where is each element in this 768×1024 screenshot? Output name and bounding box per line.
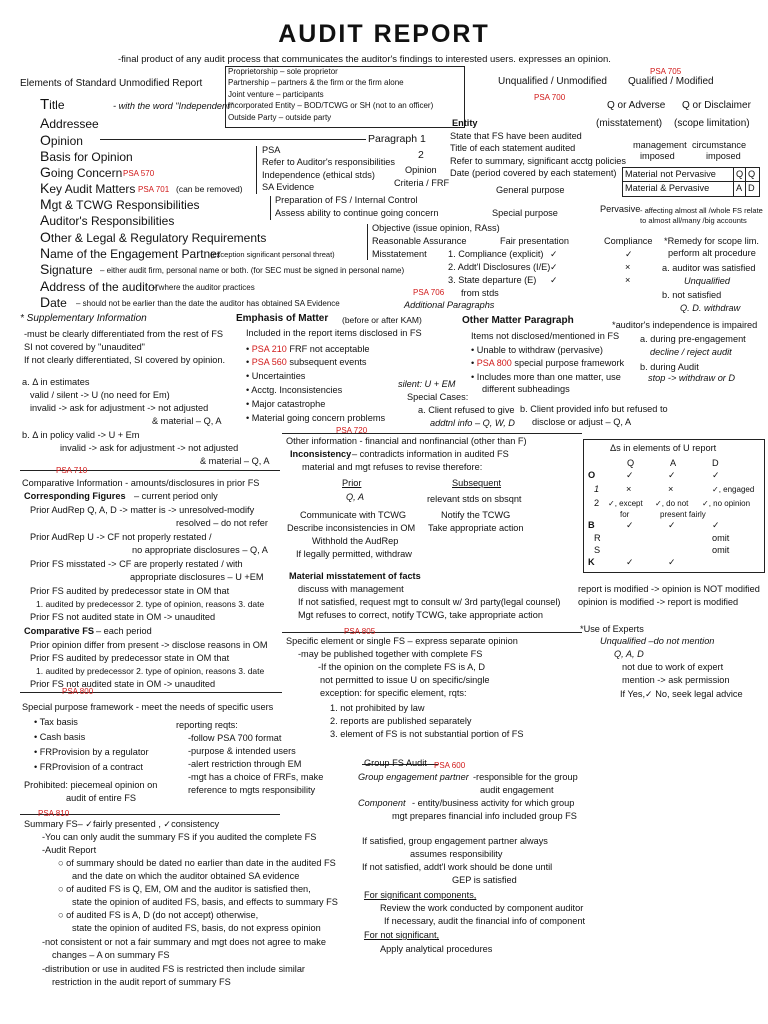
om-item: • Unable to withdraw (pervasive): [471, 345, 603, 355]
fair-presentation-label: Fair presentation: [500, 236, 569, 246]
psa600-line: - entity/business activity for which group: [412, 798, 575, 808]
psa-805-label: PSA 805: [344, 627, 376, 636]
psa710-line: Prior AudRep U -> CF not properly restated /: [30, 532, 212, 542]
p2-item: Independence (ethical stds): [262, 170, 375, 180]
p2-item: PSA: [262, 145, 281, 155]
element-item: Other & Legal & Regulatory Requirements: [40, 229, 267, 245]
matrix-cell: ✓: [668, 520, 676, 530]
remedy-line: a. auditor was satisfied: [662, 263, 756, 273]
mmf-line: If not satisfied, request mgt to consult w/ 3rd party(legal counsel): [298, 597, 561, 607]
matrix-cell: present fairly: [660, 510, 706, 519]
emphasis-note: (before or after KAM): [342, 315, 422, 325]
bracket-line: [256, 146, 257, 194]
fc-fair: ✓: [550, 262, 558, 272]
matrix-row-label: R: [594, 533, 601, 543]
emphasis-item: • PSA 210 FRF not acceptable: [246, 344, 370, 354]
matrix-cell: ✓, do not: [655, 499, 689, 508]
intro-text: -final product of any audit process that communicates the auditor's findings to interested users. expresses an opinion.: [118, 54, 611, 65]
remedy-line: *Remedy for scope lim.: [664, 236, 759, 246]
mmf-line: discuss with management: [298, 584, 404, 594]
psa710-line: Prior AudRep Q, A, D -> matter is -> unresolved-modify: [30, 505, 255, 515]
independence-heading: *auditor's independence is impaired: [612, 320, 758, 330]
circ-imposed: circumstance: [692, 140, 747, 150]
mgt-resp: Preparation of FS / Internal Control: [275, 195, 418, 205]
psa805-line: 3. element of FS is not substantial portion of FS: [330, 729, 524, 739]
psa805-line: exception: for specific element, rqts:: [320, 688, 467, 698]
psa720-line: – contradicts information in audited FS: [352, 449, 509, 459]
auditor-resp: Objective (issue opinion, RAss): [372, 223, 500, 233]
matrix-row-label: O: [588, 470, 596, 480]
psa800-heading: Special purpose framework - meet the needs of specific users: [22, 702, 274, 712]
psa810-line: ○ of audited FS is A, D (do not accept) otherwise,: [58, 910, 259, 920]
supp-line: SI not covered by "unaudited": [24, 342, 145, 352]
psa720-line: material and mgt refuses to revise therefore:: [302, 462, 483, 472]
psa600-line: For significant components,: [364, 890, 477, 900]
psa805-line: -may be published together with complete FS: [298, 649, 483, 659]
element-note: – either audit firm, personal name or both. (for SEC must be signed in personal name): [100, 266, 405, 275]
psa600-line: Component: [358, 798, 406, 808]
entity-type: Incorporated Entity – BOD/TCWG or SH (not to an officer): [228, 101, 434, 110]
matrix-col: A: [670, 458, 677, 468]
matrix-row-label: K: [588, 557, 595, 567]
remedy-line: perform alt procedure: [668, 248, 756, 258]
pervasive-note: - affecting almost all /whole FS relate to almost all/many /big accounts: [640, 206, 763, 225]
element-item: Date: [40, 294, 67, 310]
element-item: Mgt & TCWG Responsibilities: [40, 196, 200, 212]
mmf-heading: Material misstatement of facts: [289, 571, 421, 581]
additional-paragraphs: Additional Paragraphs: [404, 300, 495, 310]
pervasive-label: Pervasive: [600, 204, 641, 214]
psa600-line: Apply analytical procedures: [380, 944, 493, 954]
psa-570-label: PSA 570: [123, 169, 155, 178]
remedy-line: b. not satisfied: [662, 290, 722, 300]
element-note: (exception significant personal threat): [210, 250, 335, 259]
psa710-line: Prior FS not audited state in OM -> unaudited: [30, 612, 216, 622]
supp-line: valid / silent -> U (no need for Em): [30, 390, 170, 400]
element-item: Name of the Engagement Partner: [40, 245, 221, 261]
psa800-prohibited: audit of entire FS: [66, 793, 136, 803]
psa600-line: assumes responsibility: [410, 849, 503, 859]
matrix-cell: ×: [668, 484, 674, 494]
circ-imposed: imposed: [706, 151, 741, 161]
psa600-line: GEP is satisfied: [452, 875, 517, 885]
psa710-line: Prior FS not audited state in OM -> unaudited: [30, 679, 216, 689]
element-note: - with the word "Independent": [113, 101, 233, 111]
psa600-line: If necessary, audit the financial info of component: [384, 916, 586, 926]
matrix-cell: ✓, no opinion: [702, 499, 751, 508]
scope-label: (scope limitation): [674, 118, 750, 129]
mnp-label: Material not Pervasive: [625, 169, 716, 179]
psa-701-label: PSA 701: [138, 185, 170, 194]
experts-line: If Yes,✓ No, seek legal advice: [620, 689, 743, 699]
other-matter-intro: Items not disclosed/mentioned in FS: [471, 331, 620, 341]
remedy-line: Q. D. withdraw: [680, 303, 741, 313]
experts-line: mention -> ask permission: [622, 675, 730, 685]
independence-line: decline / reject audit: [650, 347, 732, 357]
paragraph-2-num: 2: [418, 149, 424, 161]
fc-fair: ✓: [550, 249, 558, 259]
psa710-line: no appropriate disclosures – Q, A: [132, 545, 268, 555]
psa800-req: -follow PSA 700 format: [188, 733, 282, 743]
fc-comp: ×: [625, 275, 631, 285]
matrix-cell: ×: [626, 484, 632, 494]
mmf-line: Mgt refuses to correct, notify TCWG, take appropriate action: [298, 610, 543, 620]
psa710-line: Prior FS misstated -> CF are properly restated / with: [30, 559, 243, 569]
mp-right: D: [748, 183, 755, 193]
psa805-line: 2. reports are published separately: [330, 716, 472, 726]
psa710-line: Corresponding Figures: [24, 491, 126, 501]
psa-706-label: PSA 706: [413, 288, 445, 297]
misstatement-label: (misstatement): [596, 118, 663, 129]
emphasis-intro: Included in the report items disclosed in FS: [246, 328, 422, 338]
element-item: Basis for Opinion: [40, 148, 133, 164]
entity-type: Outside Party – outside party: [228, 113, 332, 122]
emphasis-heading: Emphasis of Matter: [236, 313, 329, 324]
independence-line: stop -> withdraw or D: [648, 373, 736, 383]
matrix-cell: for: [620, 510, 630, 519]
prior-line: Withhold the AudRep: [312, 536, 399, 546]
supp-line: -must be clearly differentiated from the rest of FS: [24, 329, 223, 339]
experts-line: Unqualified –do not mention: [600, 636, 715, 646]
matrix-cell: ✓: [626, 470, 634, 480]
psa800-req: -mgt has a choice of FRFs, make: [188, 772, 324, 782]
bracket-line: [270, 196, 271, 220]
entity-type: Joint venture – participants: [228, 90, 324, 99]
matrix-cell: ✓: [712, 470, 720, 480]
psa800-req-title: reporting reqts:: [176, 720, 238, 730]
case-b: b. Client provided info but refused to: [520, 404, 668, 414]
psa710-line: Prior FS audited by predecessor state in OM that: [30, 653, 230, 663]
psa805-line: Specific element or single FS – express separate opinion: [286, 636, 518, 646]
psa720-line: Inconsistency: [290, 449, 352, 459]
subs-line: relevant stds on sbsqnt: [427, 494, 522, 504]
psa800-req: -alert restriction through EM: [188, 759, 302, 769]
matrix-note: report is modified -> opinion is NOT modified: [578, 584, 760, 594]
psa710-line: – each period: [96, 626, 152, 636]
emphasis-item: • Major catastrophe: [246, 399, 326, 409]
entity-type: Proprietorship – sole proprietor: [228, 67, 338, 76]
experts-line: not due to work of expert: [622, 662, 724, 672]
mgt-resp: Assess ability to continue going concern: [275, 208, 439, 218]
silent-label: silent: U + EM: [398, 379, 456, 389]
element-item: Key Audit Matters: [40, 180, 136, 196]
om-different: different subheadings: [482, 384, 570, 394]
mgmt-imposed: management: [633, 140, 687, 150]
p1-item: Date (period covered by each statement): [450, 168, 617, 178]
psa810-line: restriction in the audit report of summary FS: [52, 977, 231, 987]
psa800-basis: • Tax basis: [34, 717, 78, 727]
prior-line: Communicate with TCWG: [300, 510, 407, 520]
element-item: Title: [40, 96, 65, 113]
emphasis-item: • Material going concern problems: [246, 413, 386, 423]
supp-line: If not clearly differentiated, SI covered by opinion.: [24, 355, 226, 365]
mnp-right: Q: [748, 169, 756, 179]
psa810-line: -distribution or use in audited FS is restricted then include similar: [42, 964, 305, 974]
matrix-col: Q: [627, 458, 635, 468]
psa805-line: 1. not prohibited by law: [330, 703, 425, 713]
psa805-line: not permitted to issue U on specific/single: [320, 675, 490, 685]
psa-700-label: PSA 700: [534, 93, 566, 102]
om-item: • PSA 800 special purpose framework: [471, 358, 625, 368]
qa-label: Q, A: [346, 492, 365, 502]
psa810-line: state the opinion of audited FS, basis, and effects to summary FS: [72, 897, 338, 907]
psa710-line: appropriate disclosures – U +EM: [130, 572, 264, 582]
p1-item: State that FS have been audited: [450, 131, 582, 141]
fc-comp: ×: [625, 262, 631, 272]
matrix-cell: ✓: [668, 557, 676, 567]
opinion-label: Opinion: [405, 165, 437, 175]
psa800-basis: • Cash basis: [34, 732, 86, 742]
psa-810-label: PSA 810: [38, 809, 70, 818]
matrix-cell: ✓, except: [608, 499, 643, 508]
element-item: Addressee: [40, 115, 99, 131]
supp-line: & material – Q, A: [200, 456, 270, 466]
psa710-line: Prior opinion differ from present -> disclose reasons in OM: [30, 640, 268, 650]
element-note: (can be removed): [176, 184, 243, 194]
psa-720-label: PSA 720: [336, 426, 368, 435]
psa810-line: Summary FS– ✓fairly presented , ✓consistency: [24, 819, 220, 829]
psa600-title: Group FS Audit: [364, 758, 427, 768]
p1-item: Entity: [452, 118, 478, 128]
matrix-title: Δs in elements of U report: [610, 443, 717, 453]
emphasis-item: • PSA 560 subsequent events: [246, 357, 367, 367]
psa710-line: resolved – do not refer: [176, 518, 268, 528]
p1-item: Title of each statement audited: [450, 143, 576, 153]
matrix-cell: ✓: [712, 520, 720, 530]
psa-800-label: PSA 800: [62, 687, 94, 696]
auditor-resp: Misstatement: [372, 249, 427, 259]
psa600-line: -responsible for the group: [473, 772, 578, 782]
prior-line: Describe inconsistencies in OM: [287, 523, 416, 533]
experts-line: Q, A, D: [614, 649, 644, 659]
compliance-label: Compliance: [604, 236, 653, 246]
fc-row: 1. Compliance (explicit): [448, 249, 544, 259]
q-disclaimer: Q or Disclaimer: [682, 100, 751, 111]
psa710-line: 1. audited by predecessor 2. type of opinion, reasons 3. date: [36, 599, 265, 609]
matrix-cell: omit: [712, 533, 730, 543]
fc-fair: ✓: [550, 275, 558, 285]
prior-line: If legally permitted, withdraw: [296, 549, 412, 559]
supp-heading: * Supplementary Information: [20, 313, 147, 324]
psa600-line: mgt prepares financial info included group FS: [392, 811, 577, 821]
psa805-line: -If the opinion on the complete FS is A, D: [318, 662, 485, 672]
matrix-cell: ✓: [668, 470, 676, 480]
psa800-prohibited: Prohibited: piecemeal opinion on: [24, 780, 158, 790]
grid-line: [622, 181, 759, 182]
psa810-line: and the date on which the auditor obtained SA evidence: [72, 871, 300, 881]
experts-heading: *Use of Experts: [580, 624, 644, 634]
supp-line: invalid -> ask for adjustment -> not adjusted: [60, 443, 239, 453]
matrix-cell: ✓, engaged: [712, 485, 755, 494]
psa800-basis: • FRProvision by a regulator: [34, 747, 149, 757]
psa810-line: -You can only audit the summary FS if you audited the complete FS: [42, 832, 317, 842]
divider: [20, 692, 282, 693]
psa710-line: 1. audited by predecessor 2. type of opinion, reasons 3. date: [36, 666, 265, 676]
mp-left: A: [736, 183, 743, 193]
matrix-row-label: B: [588, 520, 595, 530]
case-a: addtnl info – Q, W, D: [430, 418, 515, 428]
supp-line: & material – Q, A: [152, 416, 222, 426]
psa600-line: audit engagement: [480, 785, 554, 795]
criteria-label: Criteria / FRF: [394, 178, 450, 188]
psa600-line: Review the work conducted by component auditor: [380, 903, 584, 913]
psa710-line: Comparative Information - amounts/disclosures in prior FS: [22, 478, 260, 488]
subsequent-label: Subsequent: [452, 478, 502, 488]
matrix-cell: ✓: [626, 557, 634, 567]
divider: [282, 433, 582, 434]
matrix-row-label: 2: [594, 498, 600, 508]
mgmt-imposed: imposed: [640, 151, 675, 161]
fc-from-stds: from stds: [461, 288, 499, 298]
fc-row: 2. Addt'l Disclosures (I/E): [448, 262, 551, 272]
element-item: Auditor's Responsibilities: [40, 212, 175, 228]
psa810-line: -Audit Report: [42, 845, 97, 855]
emphasis-item: • Acctg. Inconsistencies: [246, 385, 343, 395]
supp-line: invalid -> ask for adjustment -> not adjusted: [30, 403, 209, 413]
elements-heading: Elements of Standard Unmodified Report: [20, 78, 203, 89]
general-purpose: General purpose: [496, 185, 565, 195]
p2-item: Refer to Auditor's responsibilities: [262, 157, 395, 167]
supp-line: b. Δ in policy valid -> U + Em: [22, 430, 140, 440]
emphasis-item: • Uncertainties: [246, 371, 306, 381]
psa800-req: reference to mgts responsibility: [188, 785, 316, 795]
psa800-basis: • FRProvision of a contract: [34, 762, 143, 772]
auditor-resp: Reasonable Assurance: [372, 236, 467, 246]
other-matter-heading: Other Matter Paragraph: [462, 315, 574, 326]
element-item: Going Concern: [40, 164, 123, 180]
p2-item: SA Evidence: [262, 182, 315, 192]
remedy-line: Unqualified: [684, 276, 730, 286]
fc-row: 3. State departure (E): [448, 275, 537, 285]
psa810-line: ○ of audited FS is Q, EM, OM and the auditor is satisfied then,: [58, 884, 311, 894]
psa-705-label: PSA 705: [650, 67, 682, 76]
subs-line: Notify the TCWG: [441, 510, 511, 520]
fc-comp: ✓: [625, 249, 633, 259]
matrix-cell: omit: [712, 545, 730, 555]
psa-710-label: PSA 710: [56, 466, 88, 475]
bracket-line: [367, 224, 368, 260]
psa710-line: – current period only: [134, 491, 218, 501]
psa600-line: If not satisfied, addt'l work should be done until: [362, 862, 553, 872]
psa800-req: -purpose & intended users: [188, 746, 296, 756]
case-b: disclose or adjust – Q, A: [532, 417, 632, 427]
psa600-line: If satisfied, group engagement partner always: [362, 836, 548, 846]
mp-label: Material & Pervasive: [625, 183, 710, 193]
q-adverse: Q or Adverse: [607, 100, 666, 111]
matrix-row-label: S: [594, 545, 601, 555]
element-note: – where the auditor practices: [152, 283, 255, 292]
p1-item: Refer to summary, significant acctg policies: [450, 156, 626, 166]
matrix-col: D: [712, 458, 719, 468]
special-cases: Special Cases:: [407, 392, 469, 402]
unqualified-label: Unqualified / Unmodified: [498, 76, 607, 87]
element-note: – should not be earlier than the date the auditor has obtained SA Evidence: [76, 299, 340, 308]
supp-line: a. Δ in estimates: [22, 377, 90, 387]
matrix-row-label: 1: [594, 484, 600, 494]
psa810-line: state the opinion of audited FS, basis, do not express opinion: [72, 923, 321, 933]
psa600-line: Group engagement partner: [358, 772, 469, 782]
matrix-cell: ✓: [626, 520, 634, 530]
psa600-line: For not significant,: [364, 930, 440, 940]
element-item: Address of the auditor: [40, 278, 159, 294]
independence-line: a. during pre-engagement: [640, 334, 746, 344]
psa710-line: Comparative FS: [24, 626, 94, 636]
subs-line: Take appropriate action: [428, 523, 524, 533]
psa710-line: Prior FS audited by predecessor state in OM that: [30, 586, 230, 596]
special-purpose: Special purpose: [492, 208, 558, 218]
mnp-left: Q: [736, 169, 744, 179]
page-title: AUDIT REPORT: [278, 20, 490, 48]
psa810-line: changes – A on summary FS: [52, 950, 170, 960]
independence-line: b. during Audit: [640, 362, 699, 372]
psa-600-label: PSA 600: [434, 761, 466, 770]
qualified-label: Qualified / Modified: [628, 76, 714, 87]
divider: [282, 632, 582, 633]
prior-label: Prior: [342, 478, 362, 488]
entity-type: Partnership – partners & the firm or the firm alone: [228, 78, 404, 87]
paragraph-1-label: Paragraph 1: [368, 133, 426, 145]
psa720-line: Other information - financial and nonfinancial (other than F): [286, 436, 527, 446]
connector-line: [100, 139, 366, 140]
element-item: Opinion: [40, 132, 83, 148]
element-item: Signature: [40, 261, 93, 277]
psa810-line: -not consistent or not a fair summary and mgt does not agree to make: [42, 937, 326, 947]
matrix-note: opinion is modified -> report is modified: [578, 597, 739, 607]
psa810-line: ○ of summary should be dated no earlier than date in the audited FS: [58, 858, 336, 868]
om-item: • Includes more than one matter, use: [471, 372, 621, 382]
case-a: a. Client refused to give: [418, 405, 515, 415]
